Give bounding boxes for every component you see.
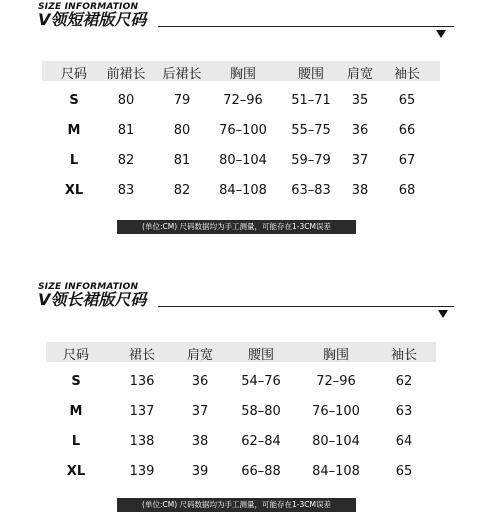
header-back-length: 后裙长 [162,67,202,82]
table-cell: 80–104 [219,153,267,168]
table-cell: 84–108 [312,464,360,479]
section-title: V领短裙版尺码 [38,10,147,29]
section-title: V领长裙版尺码 [38,290,147,309]
table-cell: 79 [173,93,191,108]
table-cell: 82 [173,183,191,198]
measurement-note: (单位:CM) 尺码数据均为手工测量，可能存在1-3CM误差 [117,498,356,512]
table-cell: 51–71 [291,93,331,108]
table-cell: 65 [398,93,416,108]
title-rule [158,306,454,307]
table-cell: 82 [117,153,135,168]
header-waist: 腰围 [247,348,275,363]
table-cell: 81 [117,123,135,138]
table-cell: M [67,123,81,138]
title-rule [158,26,454,27]
table-cell: 62 [395,374,413,389]
table-cell: 76–100 [312,404,360,419]
header-size: 尺码 [60,67,88,82]
header-bust: 胸围 [229,67,257,82]
table-cell: 139 [129,464,155,479]
header-shoulder: 肩宽 [346,67,374,82]
table-cell: 66–88 [241,464,281,479]
table-header [46,342,436,362]
size-chart-short-dress [0,0,477,250]
table-cell: 137 [129,404,155,419]
triangle-down-icon [438,310,448,318]
table-cell: 65 [395,464,413,479]
section-eyebrow: SIZE INFORMATION [38,282,139,292]
header-shoulder: 肩宽 [186,348,214,363]
table-cell: 68 [398,183,416,198]
table-cell: 81 [173,153,191,168]
header-sleeve: 袖长 [393,67,421,82]
header-bust: 胸围 [322,348,350,363]
table-cell: 72–96 [223,93,263,108]
table-cell: 67 [398,153,416,168]
table-cell: 76–100 [219,123,267,138]
table-cell: 83 [117,183,135,198]
table-cell: 54–76 [241,374,281,389]
table-cell: 136 [129,374,155,389]
table-cell: 63 [395,404,413,419]
table-cell: L [69,153,79,168]
table-cell: L [71,434,81,449]
header-front-length: 前裙长 [106,67,146,82]
table-cell: 35 [351,93,369,108]
table-cell: 55–75 [291,123,331,138]
table-cell: 38 [351,183,369,198]
header-waist: 腰围 [297,67,325,82]
table-cell: 72–96 [316,374,356,389]
table-cell: 84–108 [219,183,267,198]
table-cell: 37 [191,404,209,419]
table-cell: S [71,374,81,389]
table-cell: 138 [129,434,155,449]
table-cell: 38 [191,434,209,449]
header-sleeve: 袖长 [390,348,418,363]
table-cell: 58–80 [241,404,281,419]
table-cell: 62–84 [241,434,281,449]
table-cell: 39 [191,464,209,479]
table-cell: XL [64,183,84,198]
triangle-down-icon [436,30,446,38]
table-cell: 66 [398,123,416,138]
section-eyebrow: SIZE INFORMATION [38,2,139,12]
table-cell: M [69,404,83,419]
table-cell: 80 [173,123,191,138]
header-size: 尺码 [62,348,90,363]
table-cell: 63–83 [291,183,331,198]
table-cell: 59–79 [291,153,331,168]
table-cell: 37 [351,153,369,168]
table-cell: 36 [351,123,369,138]
table-cell: XL [66,464,86,479]
table-cell: S [69,93,79,108]
table-cell: 80–104 [312,434,360,449]
table-cell: 36 [191,374,209,389]
table-cell: 64 [395,434,413,449]
size-chart-long-dress [0,280,477,520]
measurement-note: (单位:CM) 尺码数据均为手工测量，可能存在1-3CM误差 [117,220,356,234]
table-cell: 80 [117,93,135,108]
header-dress-length: 裙长 [128,348,156,363]
